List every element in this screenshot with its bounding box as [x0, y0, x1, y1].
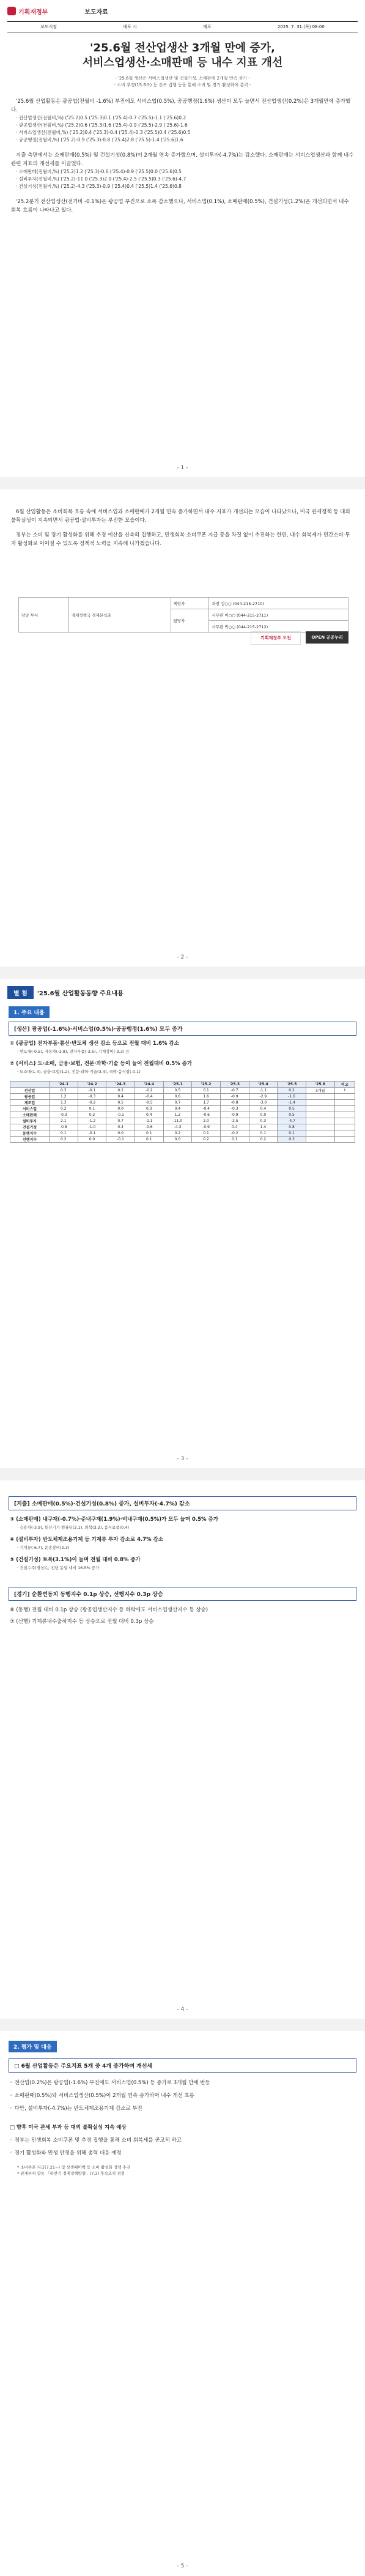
table-cell: 0.1 — [135, 1130, 163, 1137]
table-cell: 0.2 — [278, 1088, 306, 1094]
table-cell: 0.0 — [249, 1112, 278, 1118]
bullet: · 설비투자(전월비,%) ('25.2)-11.0 ('25.3)2.0 ('25.4)-2.5 ('25.5)0.3 ('25.6)-4.7 — [16, 176, 186, 182]
table-cell: 0.6 — [163, 1094, 192, 1100]
table-cell: -0.4 — [135, 1094, 163, 1100]
page-4 — [0, 1480, 365, 2019]
bullet: · 소매판매(전월비,%) ('25.2)1.2 ('25.3)-0.6 ('25.4)-0.9 ('25.5)0.0 ('25.6)0.5 — [16, 169, 182, 174]
table-cell: 0.4 — [135, 1112, 163, 1118]
table-cell: -2.9 — [249, 1094, 278, 1100]
table-cell: -0.2 — [78, 1100, 106, 1106]
table-cell: -1.1 — [135, 1118, 163, 1124]
table-cell: 0.1 — [49, 1130, 78, 1137]
note: * 관계부처 합동 「하반기 경제정책방향」(7.3) 후속조치 점검 — [17, 2171, 125, 2176]
item-mining-detail: · 반도체(-0.5), 자동차(-3.8), 전자부품(-3.6), 기계장비(-3.3) 등 — [17, 1049, 130, 1054]
table-row — [10, 1137, 355, 1143]
subtitle-line-1: - '25.6월 생산은 서비스업생산 및 건설기성, 소매판매 2개월 연속 증가 - — [115, 76, 250, 81]
table-cell: ↑ — [334, 1088, 355, 1094]
item-investment: ④ (설비투자) 반도체제조용기계 등 기계류 투자 감소로 4.7% 감소 — [10, 1537, 164, 1543]
table-cell: -1.4 — [278, 1100, 306, 1106]
table-row — [10, 1088, 355, 1094]
item-investment-detail: · 기계류(-6.7), 운송장비(2.3) — [17, 1545, 70, 1550]
table-cell: -1.2 — [78, 1118, 106, 1124]
page-number: - 5 - — [177, 2563, 188, 2569]
item-leading: ⑦ (선행) 기계류내수출하지수 등 상승으로 전월 대비 0.3p 상승 — [10, 1619, 154, 1625]
table-cell: 0.1 — [78, 1106, 106, 1112]
attachment-header — [7, 986, 358, 999]
table-header-cell: '24.3 — [106, 1082, 135, 1088]
cycle-summary: [경기] 순환변동치 동행지수 0.1p 상승, 선행지수 0.3p 상승 — [9, 1587, 356, 1601]
attachment-tag: 별 첨 — [7, 986, 34, 999]
table-cell: 0.4 — [106, 1094, 135, 1100]
item-retail: ③ (소매판매) 내구재(-0.7%)·준내구재(1.9%)·비내구재(0.5%)가 모두 늘며 0.5% 증가 — [10, 1516, 218, 1523]
table-cell: 0.5 — [106, 1100, 135, 1106]
doc-type: 보도자료 — [84, 9, 108, 16]
table-cell: 1.4 — [249, 1124, 278, 1130]
paragraph-3: '25.2분기 전산업생산(전기비 -0.1%)은 광공업 부진으로 소폭 감소했으나, 서비스업(0.1%), 소매판매(0.5%), 건설기성(1.2%)은 개선되면서 내수 회복 흐름이 나타나고 있다. — [11, 199, 349, 213]
eval-item: ◦ 다만, 설비투자(-4.7%)는 반도체제조용기계 감소로 부진 — [10, 2106, 142, 2112]
table-cell: -0.9 — [220, 1112, 249, 1118]
table-cell: 1.7 — [192, 1100, 221, 1106]
page-number: - 4 - — [177, 2006, 188, 2013]
subtitle-line-2: - 소비 추경(15.6조) 등 신속 집행 등을 통해 소비 및 경기 활성화에 총력 - — [114, 83, 251, 87]
table-cell: 0.0 — [163, 1137, 192, 1143]
org-name: 기획재정부 — [18, 9, 48, 16]
table-cell: -0.6 — [135, 1124, 163, 1130]
ministry-logo-icon — [7, 7, 16, 15]
table-cell: -0.3 — [78, 1094, 106, 1100]
table-cell — [306, 1100, 334, 1106]
table-row — [10, 1094, 355, 1100]
table-cell — [306, 1106, 334, 1112]
page-gap — [0, 1468, 365, 1480]
page-2 — [0, 489, 365, 967]
contact-role-2: 담당자 — [171, 609, 209, 633]
table-cell: 1.2 — [163, 1112, 192, 1118]
table-cell: 0.3 — [135, 1106, 163, 1112]
table-cell — [306, 1124, 334, 1130]
table-cell: -0.1 — [78, 1130, 106, 1137]
bullet: · 광공업생산(전월비,%) ('25.2)0.6 ('25.3)1.6 ('25.4)-0.9 ('25.5)-2.9 ('25.6)-1.6 — [16, 122, 188, 128]
page-1 — [0, 0, 365, 477]
table-cell: 1.2 — [49, 1094, 78, 1100]
table-cell: 0.2 — [249, 1137, 278, 1143]
row-label: 소매판매 — [10, 1112, 50, 1118]
ministry-challenge-logo: 기획재정부 도전 — [251, 631, 301, 645]
page-number: - 1 - — [177, 465, 188, 471]
meta-dept: 보도시점 — [40, 24, 57, 29]
item-service-detail: · 도소매(1.4), 금융·보험(1.2), 전문·과학·기술(3.4), 숙박·음식점(-0.1) — [17, 1069, 141, 1074]
table-cell: 1.3 — [49, 1100, 78, 1106]
table-cell: -0.8 — [220, 1100, 249, 1106]
indicator-table — [10, 1081, 355, 1143]
table-cell: 0.4 — [106, 1124, 135, 1130]
table-cell: 0.5 — [278, 1106, 306, 1112]
row-label: 건설기성 — [10, 1124, 50, 1130]
table-cell: -3.0 — [249, 1100, 278, 1106]
table-cell: -0.2 — [135, 1088, 163, 1094]
table-cell: -4.3 — [163, 1124, 192, 1130]
row-label: 서비스업 — [10, 1106, 50, 1112]
table-cell: 0.5 — [163, 1088, 192, 1094]
table-cell: 0.1 — [278, 1130, 306, 1137]
page-3 — [0, 979, 365, 1468]
table-cell: 0.2 — [106, 1088, 135, 1094]
table-cell — [334, 1094, 355, 1100]
expenditure-summary: [지출] 소매판매(0.5%)·건설기성(0.8%) 증가, 설비투자(-4.7%) 감소 — [9, 1496, 356, 1510]
table-cell: 0.7 — [163, 1100, 192, 1106]
item-mining: ① (광공업) 전자부품·통신·반도체 생산 감소 등으로 전월 대비 1.6% 감소 — [10, 1041, 179, 1047]
table-header-cell: '24.2 — [78, 1082, 106, 1088]
table-cell: 0.2 — [192, 1137, 221, 1143]
attachment-title: '25.6월 산업활동동향 주요내용 — [37, 990, 124, 997]
table-row — [10, 1100, 355, 1106]
page-gap — [0, 2019, 365, 2031]
table-header-cell: 비고 — [334, 1082, 355, 1088]
meta-row — [7, 21, 358, 32]
title-line-2: 서비스업생산·소매판매 등 내수 지표 개선 — [82, 56, 283, 69]
table-cell — [306, 1130, 334, 1137]
page-number: - 3 - — [177, 1456, 188, 1462]
table-header-cell: '25.2 — [192, 1082, 221, 1088]
table-cell: 0.4 — [220, 1124, 249, 1130]
table-cell: 0.2 — [49, 1106, 78, 1112]
page-gap — [0, 477, 365, 489]
table-cell: 0.0 — [106, 1130, 135, 1137]
table-cell: -0.7 — [220, 1088, 249, 1094]
table-cell: 0.3 — [249, 1118, 278, 1124]
table-cell — [334, 1130, 355, 1137]
table-cell: -0.6 — [192, 1112, 221, 1118]
paragraph-2: 지출 측면에서는 소매판매(0.5%) 및 건설기성(0.8%)이 2개월 연속 증가했으며, 설비투자(-4.7%)는 감소했다. 소매판매는 서비스업생산과 함께 내수 관련 지표의 개선세를 이끌었다. — [11, 152, 354, 167]
row-label: 선행지수 — [10, 1137, 50, 1143]
table-cell: -0.3 — [49, 1112, 78, 1118]
page-gap — [0, 967, 365, 979]
table-cell — [306, 1118, 334, 1124]
table-cell: 0.3 — [278, 1137, 306, 1143]
table-cell: 0.5 — [278, 1112, 306, 1118]
table-cell: 0.2 — [49, 1137, 78, 1143]
table-cell: -0.9 — [220, 1094, 249, 1100]
paragraph-1: '25.6월 산업활동은 광공업(전월비 -1.6%) 부진에도 서비스업(0.5%), 공공행정(1.6%) 생산이 모두 늘면서 전산업생산(0.2%)은 3개월만에 증가했다. — [11, 98, 351, 113]
table-cell: -4.7 — [278, 1118, 306, 1124]
table-header-cell: '25.5 — [278, 1082, 306, 1088]
table-cell: -0.1 — [78, 1088, 106, 1094]
contact-person-2: 사무관 이○○ (044-215-2711) — [209, 609, 348, 621]
item-service: ② (서비스) 도·소매, 금융·보험, 전문·과학·기술 등이 늘어 전월대비 0.5% 증가 — [10, 1061, 193, 1067]
table-cell — [334, 1106, 355, 1112]
table-cell: -2.5 — [220, 1118, 249, 1124]
contact-table — [18, 597, 348, 633]
table-cell: -1.0 — [78, 1124, 106, 1130]
row-label: 동행지수 — [10, 1130, 50, 1137]
table-cell: 0.7 — [106, 1118, 135, 1124]
section-1-label: 1. 주요 내용 — [9, 1006, 50, 1018]
item-coincident: ⑥ (동행) 전월 대비 0.1p 상승 (광공업생산지수 등 하락에도 서비스업생산지수 등 상승) — [10, 1607, 208, 1613]
table-cell: 0.1 — [135, 1137, 163, 1143]
meta-embargo: 배포 — [203, 24, 212, 29]
item-construction-detail: · 건설수주(경상)는 전년 동월 대비 16.5% 증가 — [17, 1565, 100, 1570]
evaluation-summary: □ 6월 산업활동은 주요지표 5개 중 4개 증가하며 개선세 — [9, 2058, 356, 2073]
table-row — [10, 1130, 355, 1137]
table-cell: 2.1 — [49, 1118, 78, 1124]
table-header-cell: '25.3 — [220, 1082, 249, 1088]
table-cell — [334, 1118, 355, 1124]
table-cell — [306, 1137, 334, 1143]
table-cell: 0.4 — [249, 1106, 278, 1112]
eval-item: □ 향후 미국 관세 부과 등 대외 불확실성 지속 예상 — [10, 2125, 127, 2131]
meta-page: 배포 시 — [123, 24, 137, 29]
bullet: · 전산업생산(전월비,%) ('25.2)0.5 ('25.3)0.1 ('25.4)-0.7 ('25.5)-1.1 ('25.6)0.2 — [16, 115, 186, 121]
table-cell: -0.2 — [220, 1130, 249, 1137]
table-cell: -0.4 — [192, 1106, 221, 1112]
eval-item: ◦ 소매판매(0.5%)와 서비스업생산(0.5%)이 2개월 연속 증가하며 내수 개선 흐름 — [10, 2093, 194, 2099]
table-header-cell: '24.1 — [49, 1082, 78, 1088]
table-cell: -0.3 — [220, 1106, 249, 1112]
table-cell: -1.1 — [249, 1088, 278, 1094]
row-label: 광공업 — [10, 1094, 50, 1100]
table-cell: -0.8 — [49, 1124, 78, 1130]
table-cell: -1.6 — [278, 1094, 306, 1100]
contact-person-3: 사무관 박○○ (044-215-2712) — [209, 621, 348, 633]
meta-date: 2025. 7. 31.(목) 08:00 — [277, 24, 325, 29]
page-title — [0, 41, 365, 70]
contact-role: 책임자 — [171, 598, 209, 609]
table-cell: 0.1 — [192, 1130, 221, 1137]
bullet: · 공공행정(전월비,%) ('25.2)-0.9 ('25.3)-0.8 ('25.4)2.8 ('25.5)-1.4 ('25.6)1.6 — [16, 137, 183, 143]
table-cell: 0.1 — [192, 1088, 221, 1094]
table-header-cell: '25.1 — [163, 1082, 192, 1088]
paragraph-4: 6월 산업활동은 소비회복 흐름 속에 서비스업과 소매판매가 2개월 연속 증가하면서 내수 지표가 개선되는 모습이 나타났으나, 미국 관세정책 등 대외 불확실성이 지속되면서 광공업·설비투자는 부진한 모습이다. — [11, 509, 350, 524]
open-license-logo: OPEN 공공누리 — [306, 631, 348, 644]
page-5 — [0, 2031, 365, 2576]
eval-item: ◦ 전산업(0.2%)은 광공업(-1.6%) 부진에도 서비스업(0.5%) 등 증가로 3개월 만에 반등 — [10, 2080, 210, 2086]
contact-dept: 경제정책국 경제분석과 — [68, 598, 171, 633]
item-construction: ⑤ (건설기성) 토목(3.1%)이 늘며 전월 대비 0.8% 증가 — [10, 1557, 141, 1563]
table-cell: -0.9 — [192, 1124, 221, 1130]
table-row — [10, 1118, 355, 1124]
eval-item: ◦ 경기 활성화와 민생 안정을 위해 총력 대응 예정 — [10, 2150, 122, 2156]
table-cell: 0.8 — [278, 1124, 306, 1130]
table-cell: 0.2 — [78, 1112, 106, 1118]
bullet-list-2 — [0, 168, 365, 190]
table-cell: -0.1 — [106, 1112, 135, 1118]
table-cell — [334, 1137, 355, 1143]
table-cell: 0.1 — [220, 1137, 249, 1143]
row-label: 전산업 — [10, 1088, 50, 1094]
table-cell: 0.2 — [163, 1130, 192, 1137]
note: * 소비쿠폰 지급(7.21~) 및 상생페이백 등 소비 활성화 정책 추진 — [17, 2165, 130, 2170]
title-line-1: '25.6월 전산업생산 3개월 만에 증가, — [89, 42, 275, 54]
row-label: 제조업 — [10, 1100, 50, 1106]
table-row — [10, 1106, 355, 1112]
table-header-cell — [10, 1082, 50, 1088]
table-cell: 0.4 — [163, 1106, 192, 1112]
item-retail-detail: · 승용차(-3.9), 통신기기·컴퓨터(2.1), 의복(3.2), 음식료품(0.4) — [17, 1525, 130, 1530]
subtitle — [0, 75, 365, 89]
table-cell — [334, 1112, 355, 1118]
table-cell — [334, 1124, 355, 1130]
header — [0, 0, 365, 18]
paragraph-5: 정부는 소비 및 경기 활성화를 위해 추경 예산을 신속히 집행하고, 민생회복 소비쿠폰 지급 등을 차질 없이 추진하는 한편, 내수 회복세가 민간소비·투자 활성화로 이어질 수 있도록 정책적 노력을 지속해 나가겠습니다. — [11, 532, 350, 547]
row-label: 설비투자 — [10, 1118, 50, 1124]
eval-item: ◦ 정부는 민생회복 소비쿠폰 및 추경 집행을 통해 소비 회복세를 공고히 하고 — [10, 2137, 182, 2144]
table-cell: 0.0 — [106, 1106, 135, 1112]
table-cell: -11.0 — [163, 1118, 192, 1124]
table-cell — [306, 1094, 334, 1100]
bullet-list-1 — [0, 114, 365, 144]
table-header-cell: '24.4 — [135, 1082, 163, 1088]
table-row — [10, 1112, 355, 1118]
table-cell — [334, 1100, 355, 1106]
table-cell: 0.1 — [249, 1130, 278, 1137]
table-cell: 0.0 — [78, 1137, 106, 1143]
page-number: - 2 - — [177, 954, 188, 960]
table-header-cell: '25.4 — [249, 1082, 278, 1088]
table-cell — [306, 1112, 334, 1118]
bullet: · 건설기성(전월비,%) ('25.2)-4.3 ('25.3)-0.9 ('25.4)0.4 ('25.5)1.4 ('25.6)0.8 — [16, 184, 182, 189]
table-cell: 3개월 — [306, 1088, 334, 1094]
table-cell: -0.5 — [135, 1100, 163, 1106]
table-header-cell: '25.6 — [306, 1082, 334, 1088]
production-summary: [생산] 광공업(-1.6%)·서비스업(0.5%)·공공행정(1.6%) 모두 증가 — [9, 1022, 356, 1036]
section-2-label: 2. 평가 및 대응 — [9, 2041, 57, 2052]
table-cell: -0.1 — [106, 1137, 135, 1143]
table-cell: 0.3 — [49, 1088, 78, 1094]
bullet: · 서비스업생산(전월비,%) ('25.2)0.4 ('25.3)-0.4 ('25.4)-0.3 ('25.5)0.4 ('25.6)0.5 — [16, 130, 191, 135]
table-cell: 1.6 — [192, 1094, 221, 1100]
table-row — [10, 1124, 355, 1130]
table-cell: 2.0 — [192, 1118, 221, 1124]
table-header-row — [10, 1082, 355, 1088]
contact-person-1: 과장 김○○ (044-215-2710) — [209, 598, 348, 609]
contact-label: 담당 부서 — [19, 598, 69, 633]
